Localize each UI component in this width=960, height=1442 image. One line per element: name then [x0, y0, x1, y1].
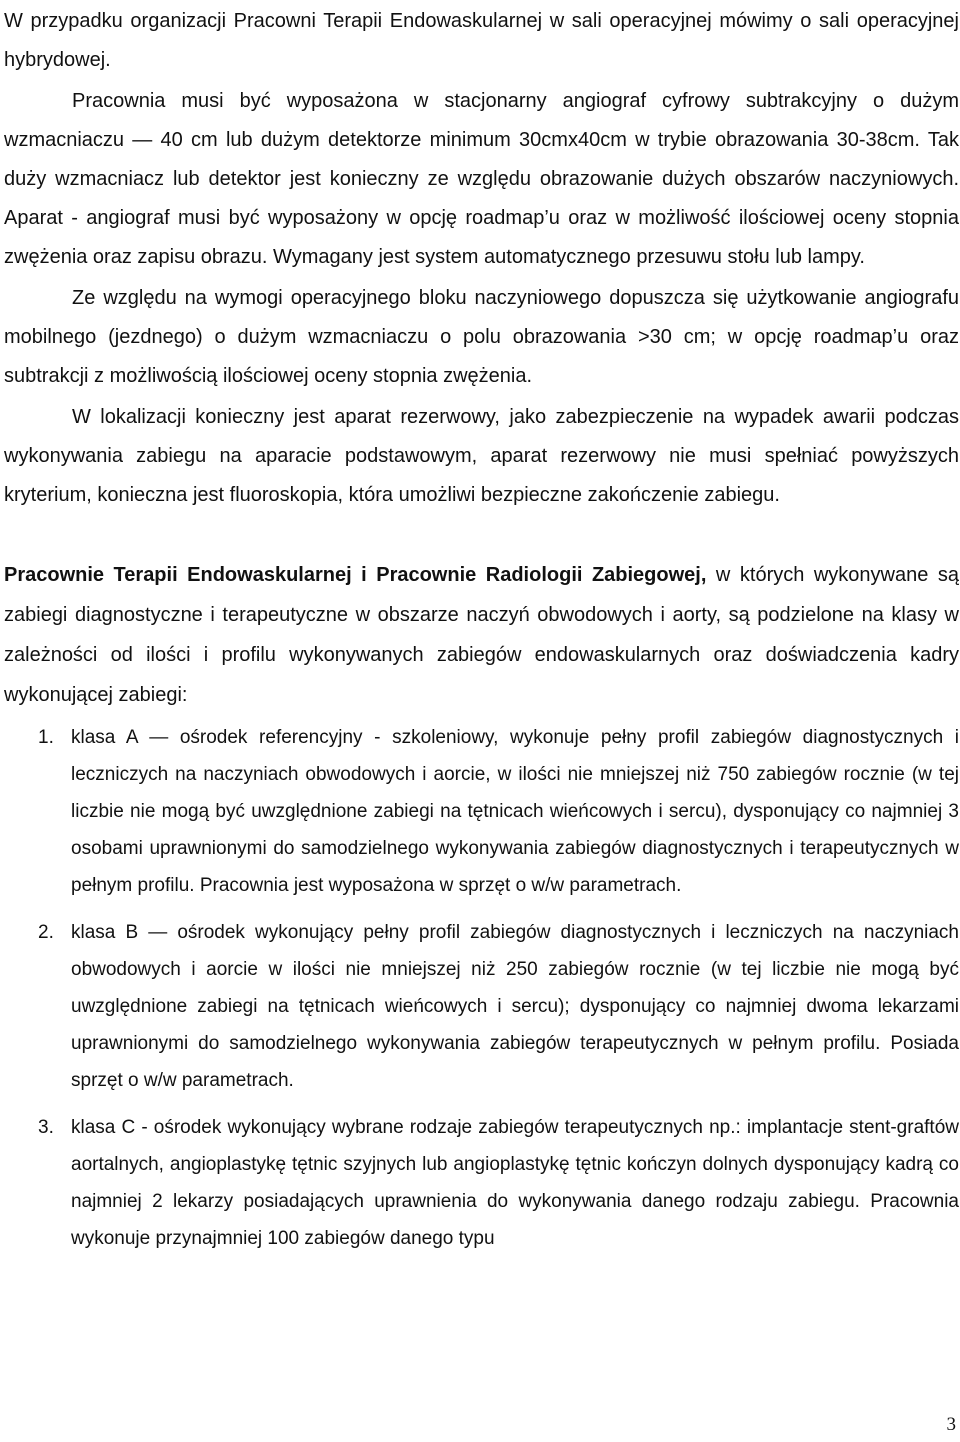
paragraph-classes-intro: [4, 555, 959, 715]
paragraph-equipment: Pracownia musi być wyposażona w stacjonarny angiograf cyfrowy subtrakcyjny o dużym wzmacniaczu — 40 cm lub dużym detektorze minimum 30cmx40cm w trybie obrazowania 30-38cm. Tak duży wzmacniacz lub detektor jest konieczny ze względu obrazowanie dużych obszarów naczyniowych. Aparat - angiograf musi być wyposażony w opcję roadmap’u oraz w możliwość ilościowej oceny stopnia zwężenia oraz zapisu obrazu. Wymagany jest system automatycznego przesuwu stołu lub lampy.: [4, 90, 959, 268]
list-item-class-a: [4, 719, 959, 904]
page-number: 3: [946, 1414, 956, 1435]
section-heading: Pracownie Terapii Endowaskularnej i Pracownie Radiologii Zabiegowej,: [4, 564, 707, 586]
list-item-text: klasa B — ośrodek wykonujący pełny profil zabiegów diagnostycznych i leczniczych na naczyniach obwodowych i aorcie w ilości nie mniejszej niż 250 zabiegów rocznie (w tej liczbie nie mogą być uwzględnione zabiegi na tętnicach wieńcowych i sercu); dysponujący co najmniej dwoma lekarzami uprawnionymi do samodzielnego wykonywania zabiegów terapeutycznych w pełnym profilu. Posiada sprzęt o w/w parametrach.: [71, 922, 959, 1091]
list-item-class-b: [4, 914, 959, 1099]
paragraph-backup-device: W lokalizacji konieczny jest aparat rezerwowy, jako zabezpieczenie na wypadek awarii podczas wykonywania zabiegu na aparacie podstawowym, aparat rezerwowy nie musi spełniać powyższych kryterium, konieczna jest fluoroskopia, która umożliwi bezpieczne zakończenie zabiegu.: [4, 406, 959, 506]
class-list: [4, 719, 959, 1257]
paragraph-mobile-angiograph: Ze względu na wymogi operacyjnego bloku naczyniowego dopuszcza się użytkowanie angiografu mobilnego (jezdnego) o dużym wzmacniaczu o polu obrazowania >30 cm; w opcję roadmap’u oraz subtrakcji z możliwością ilościowej oceny stopnia zwężenia.: [4, 287, 959, 387]
list-number: 1.: [38, 727, 54, 748]
paragraph-hybrid-room: W przypadku organizacji Pracowni Terapii Endowaskularnej w sali operacyjnej mówimy o sali operacyjnej hybrydowej.: [4, 10, 959, 71]
list-item-text: klasa A — ośrodek referencyjny - szkoleniowy, wykonuje pełny profil zabiegów diagnostycznych i leczniczych na naczyniach obwodowych i aorcie, w ilości nie mniejszej niż 750 zabiegów rocznie (w tej liczbie nie mogą być uwzględnione zabiegi na tętnicach wieńcowych i sercu), dysponujący co najmniej 3 osobami uprawnionymi do samodzielnego wykonywania zabiegów diagnostycznych i terapeutycznych w pełnym profilu. Pracownia jest wyposażona w sprzęt o w/w parametrach.: [71, 727, 959, 896]
section-intro-text: w których wykonywane są zabiegi diagnostyczne i terapeutyczne w obszarze naczyń obwodowych i aorty, są podzielone na klasy w zależności od ilości i profilu wykonywanych zabiegów endowaskularnych oraz doświadczenia kadry wykonującej zabiegi:: [4, 564, 959, 706]
list-item-text: klasa C - ośrodek wykonujący wybrane rodzaje zabiegów terapeutycznych np.: implantacje stent-graftów aortalnych, angioplastykę tętnic szyjnych lub angioplastykę tętnic kończyn dolnych dysponujący kadrą co najmniej 2 lekarzy posiadających uprawnienia do wykonywania danego rodzaju zabiegu. Pracownia wykonuje przynajmniej 100 zabiegów danego typu: [71, 1117, 959, 1249]
list-number: 3.: [38, 1117, 54, 1138]
list-item-class-c: [4, 1109, 959, 1257]
list-number: 2.: [38, 922, 54, 943]
document-page: [4, 0, 959, 1257]
